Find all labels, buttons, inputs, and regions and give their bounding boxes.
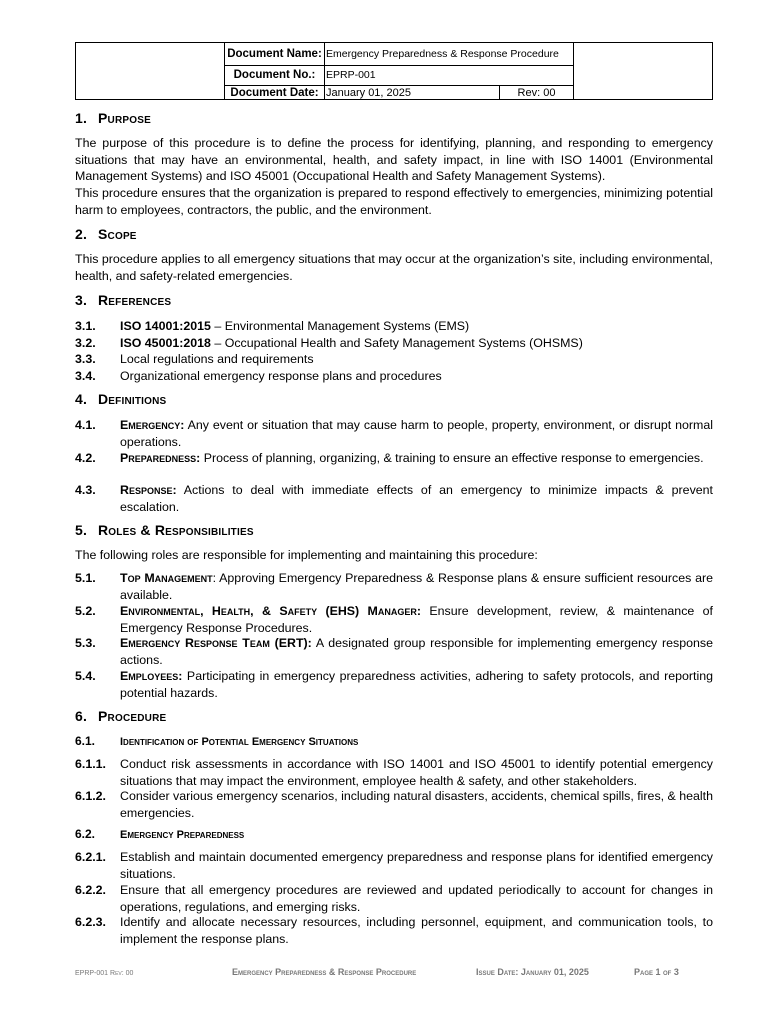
item-number: 3.3. xyxy=(75,352,96,366)
item-text xyxy=(120,668,713,701)
doc-no-label: Document No.: xyxy=(233,69,316,81)
role-term: Employees: xyxy=(120,669,183,683)
reference-standard: ISO 14001:2015 xyxy=(120,319,211,333)
item-text xyxy=(120,603,713,636)
item-number: 6.1.2. xyxy=(75,789,107,803)
item-number: 5.2. xyxy=(75,604,96,618)
section-heading-roles xyxy=(75,522,254,538)
section-title: Scope xyxy=(98,226,137,242)
subsection-title: Identification of Potential Emergency Situations xyxy=(120,736,359,748)
subsection-number: 6.1. xyxy=(75,734,96,748)
definition-text: Actions to deal with immediate effects of an emergency to minimize impacts & prevent escalation. xyxy=(120,483,713,514)
item-text xyxy=(120,450,713,467)
section-heading-scope xyxy=(75,226,137,242)
subsection-number: 6.2. xyxy=(75,827,96,841)
role-term: Environmental, Health, & Safety (EHS) Manager: xyxy=(120,604,421,618)
subsection-heading-identification xyxy=(75,734,358,748)
section-title: Definitions xyxy=(98,391,167,407)
doc-date-label: Document Date: xyxy=(230,87,319,99)
role-term: Emergency Response Team (ERT): xyxy=(120,636,312,650)
item-text: Consider various emergency scenarios, including natural disasters, accidents, chemical spills, fires, & health emergencies. xyxy=(120,789,713,820)
purpose-paragraph-1: The purpose of this procedure is to define the process for identifying, planning, and responding to emergency situations that may have an environmental, health, and safety impact, in line with ISO 14001 (Environmental Management Systems) and ISO 45001 (Occupational Health and Safety Management Systems). xyxy=(75,136,713,183)
role-term: Top Management xyxy=(120,571,213,585)
section-title: Procedure xyxy=(98,708,167,724)
role-text: : Approving Emergency Preparedness & Response plans & ensure sufficient resources are available. xyxy=(120,571,713,602)
rev-value: Rev: 00 xyxy=(517,87,556,99)
section-heading-references xyxy=(75,292,171,308)
section-title: Roles & Responsibilities xyxy=(98,522,254,538)
reference-standard: ISO 45001:2018 xyxy=(120,336,211,350)
purpose-paragraph-2: This procedure ensures that the organization is prepared to respond effectively to emergencies, minimizing potential harm to employees, contractors, the public, and the environment. xyxy=(75,186,713,217)
definition-text: Any event or situation that may cause harm to people, property, environment, or disrupt normal operations. xyxy=(120,418,713,449)
doc-no-value: EPRP-001 xyxy=(326,69,376,81)
section-heading-purpose xyxy=(75,110,151,126)
footer-doc-code: EPRP-001 Rev: 00 xyxy=(75,970,134,977)
footer-page-number: Page 1 of 3 xyxy=(634,967,679,977)
section-number: 1. xyxy=(75,110,88,126)
item-number: 3.1. xyxy=(75,319,96,333)
section-number: 4. xyxy=(75,391,88,407)
definition-text: Process of planning, organizing, & training to ensure an effective response to emergencies. xyxy=(200,451,704,465)
doc-date-value: January 01, 2025 xyxy=(326,87,412,99)
section-title: References xyxy=(98,292,172,308)
item-number: 4.2. xyxy=(75,451,96,465)
item-text xyxy=(120,318,713,335)
item-text xyxy=(120,335,713,352)
section-heading-definitions xyxy=(75,391,166,407)
role-text: Ensure development, review, & maintenance of Emergency Response Procedures. xyxy=(120,604,713,635)
subsection-title: Emergency Preparedness xyxy=(120,829,245,841)
item-text: Local regulations and requirements xyxy=(120,352,314,366)
subsection-heading-preparedness xyxy=(75,827,244,841)
item-number: 6.2.3. xyxy=(75,915,107,929)
section-number: 5. xyxy=(75,522,88,538)
item-number: 6.1.1. xyxy=(75,757,107,771)
role-text: A designated group responsible for implementing emergency response actions. xyxy=(120,636,713,667)
doc-name-label: Document Name: xyxy=(227,48,322,60)
item-number: 5.3. xyxy=(75,636,96,650)
item-text: Organizational emergency response plans and procedures xyxy=(120,369,442,383)
footer-doc-title: Emergency Preparedness & Response Procedure xyxy=(232,967,417,977)
item-text xyxy=(120,482,713,515)
section-number: 2. xyxy=(75,226,88,242)
section-number: 6. xyxy=(75,708,88,724)
item-text xyxy=(120,570,713,603)
definition-term: Emergency: xyxy=(120,418,185,432)
definition-term: Response: xyxy=(120,483,177,497)
section-title: Purpose xyxy=(98,110,151,126)
item-number: 6.2.1. xyxy=(75,850,107,864)
item-number: 5.1. xyxy=(75,571,96,585)
item-number: 4.1. xyxy=(75,418,96,432)
definition-term: Preparedness: xyxy=(120,451,201,465)
item-number: 6.2.2. xyxy=(75,883,107,897)
item-number: 5.4. xyxy=(75,669,96,683)
footer-issue-date: Issue Date: January 01, 2025 xyxy=(476,967,589,977)
reference-description: – Environmental Management Systems (EMS) xyxy=(210,319,470,333)
scope-paragraph: This procedure applies to all emergency situations that may occur at the organization’s site, including environmental, health, and safety-related emergencies. xyxy=(75,252,713,283)
section-heading-procedure xyxy=(75,708,166,724)
document-header-table xyxy=(75,42,713,100)
item-text xyxy=(120,417,713,450)
item-number: 4.3. xyxy=(75,483,96,497)
doc-name-value: Emergency Preparedness & Response Procedure xyxy=(326,48,559,60)
reference-description: – Occupational Health and Safety Management Systems (OHSMS) xyxy=(210,336,583,350)
role-text: Participating in emergency preparedness activities, adhering to safety protocols, and reporting potential hazards. xyxy=(120,669,713,700)
section-number: 3. xyxy=(75,292,88,308)
item-text: Establish and maintain documented emergency preparedness and response plans for identified emergency situations. xyxy=(120,850,713,881)
item-text: Conduct risk assessments in accordance with ISO 14001 and ISO 45001 to identify potential emergency situations that may impact the environment, employee health & safety, and other stakeholders. xyxy=(120,757,713,788)
item-number: 3.4. xyxy=(75,369,96,383)
item-number: 3.2. xyxy=(75,336,96,350)
item-text: Ensure that all emergency procedures are reviewed and updated periodically to account for changes in operations, regulations, and emerging risks. xyxy=(120,883,713,914)
item-text xyxy=(120,635,713,668)
roles-intro: The following roles are responsible for implementing and maintaining this procedure: xyxy=(75,548,538,562)
item-text: Identify and allocate necessary resources, including personnel, equipment, and communication tools, to implement the response plans. xyxy=(120,915,713,946)
